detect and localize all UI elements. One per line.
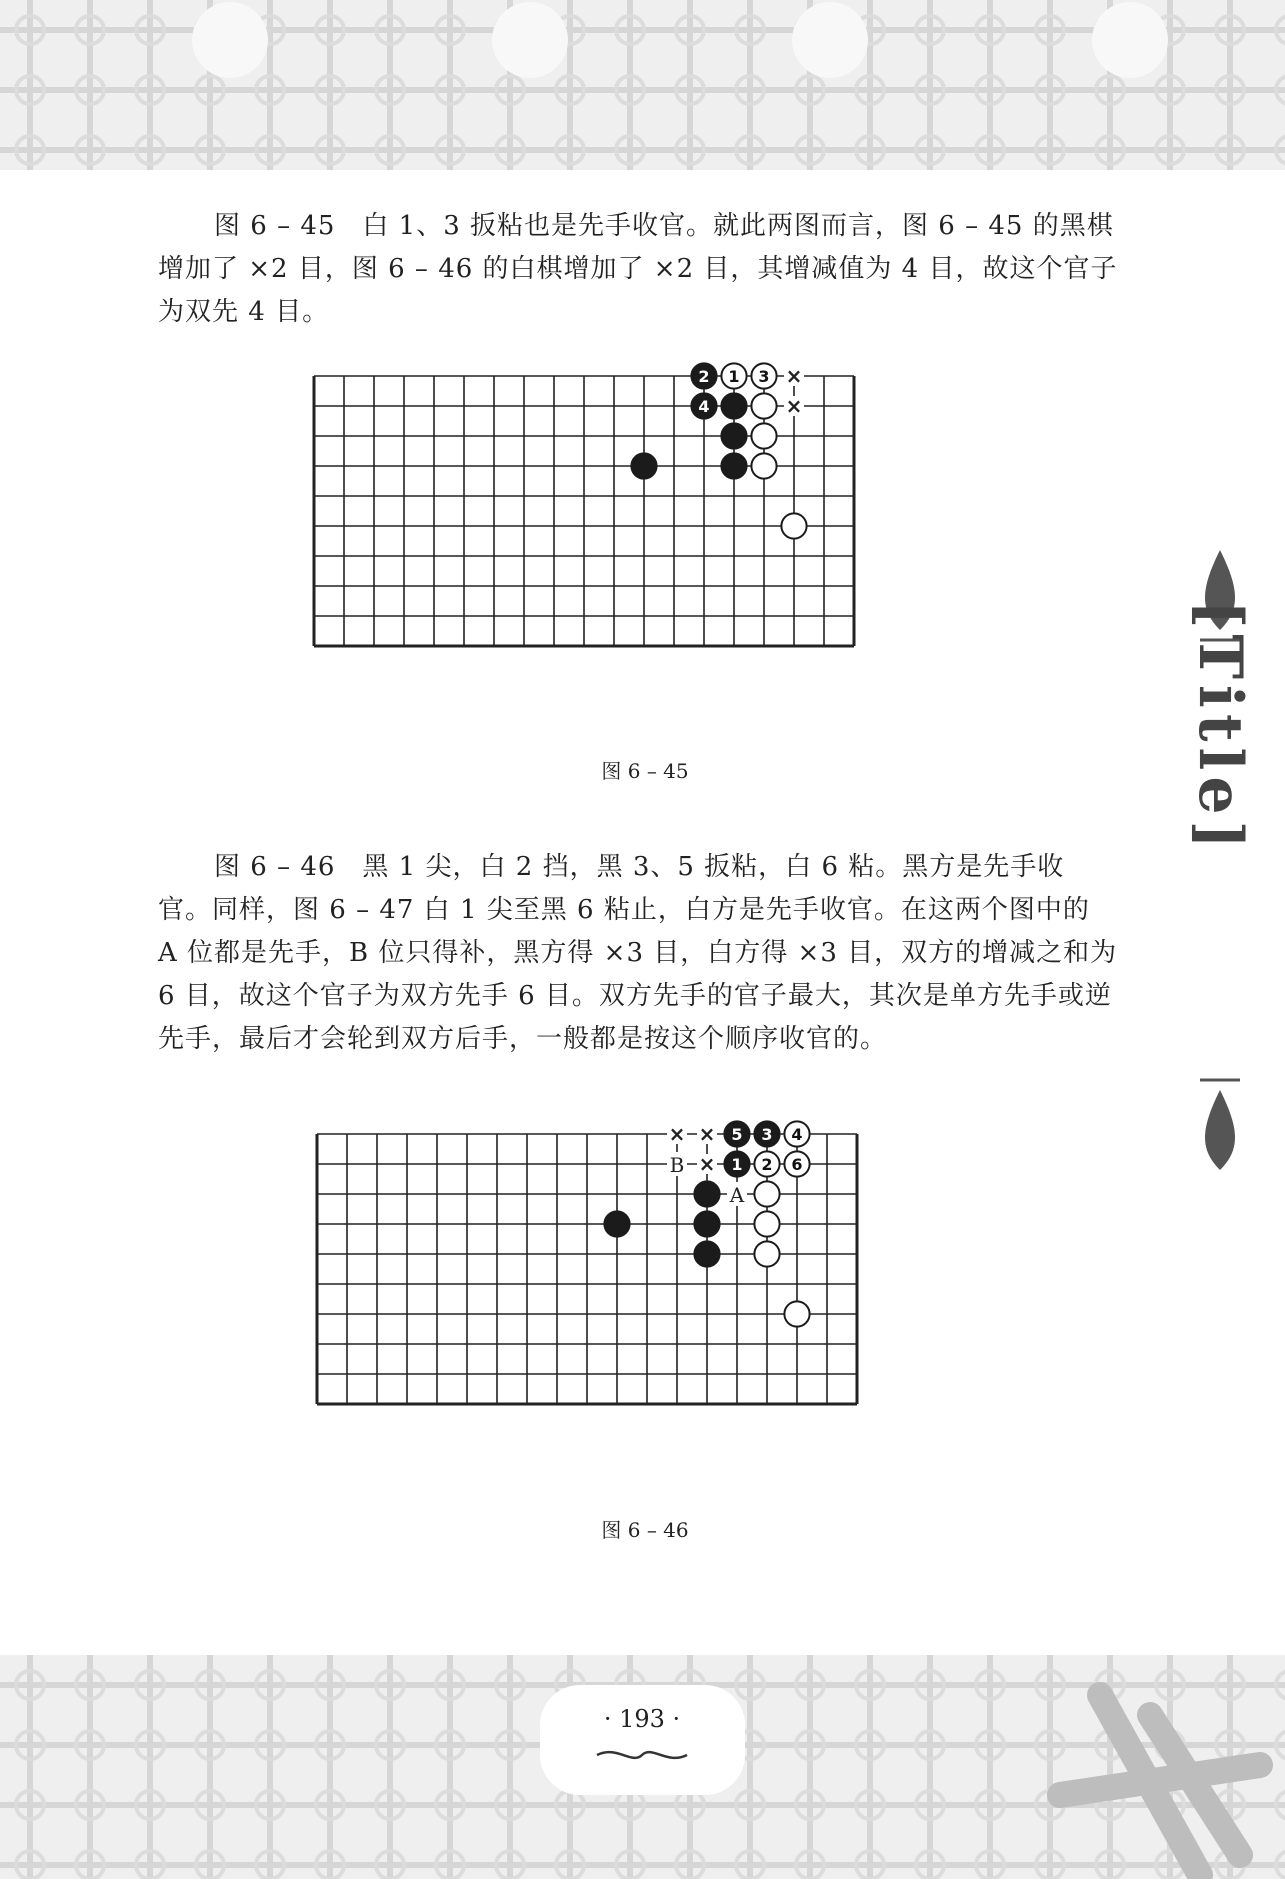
go-board (300, 362, 868, 660)
figure-caption-6-45: 图 6 – 45 (601, 759, 689, 783)
white-stone (754, 1211, 779, 1236)
footer-ornament-band (0, 1655, 1285, 1879)
stone-label: 3 (758, 367, 770, 386)
black-stone (604, 1211, 629, 1236)
white-stone (751, 393, 776, 418)
stone-label: 4 (698, 397, 710, 416)
x-mark: × (668, 1122, 686, 1146)
go-diagram-6-45 (300, 362, 868, 664)
stone-label: 4 (791, 1125, 803, 1144)
x-mark: × (785, 394, 803, 418)
black-stone (694, 1181, 719, 1206)
white-stone (784, 1301, 809, 1326)
header-ornament-band (0, 0, 1285, 170)
lattice-pattern-bottom (0, 1655, 1285, 1879)
x-mark: × (698, 1152, 716, 1176)
letter-mark: A (729, 1183, 745, 1207)
go-board (303, 1120, 871, 1418)
paragraph-2-text: 图 6 – 46 黑 1 尖，白 2 挡，黑 3、5 扳粘，白 6 粘。黑方是先手收官。同样，图 6 – 47 白 1 尖至黑 6 粘止，白方是先手收官。在这两个图中的 A 位都是先手，B 位只得补，黑方得 ×3 目，白方得 ×3 目，双方的增减之和为 6 目，故这个官子为双方先手 6 目。双方先手的官子最大，其次是单方先手或逆先手，最后才会轮到双方后手，一般都是按这个顺序收官的。 (158, 852, 1118, 1054)
stone-label: 2 (698, 367, 710, 386)
white-stone (751, 423, 776, 448)
stone-label: 1 (728, 367, 740, 386)
white-stone (751, 453, 776, 478)
black-stone (721, 423, 746, 448)
black-stone (694, 1211, 719, 1236)
black-stone (694, 1241, 719, 1266)
black-stone (721, 453, 746, 478)
white-stone (754, 1241, 779, 1266)
black-stone (631, 453, 656, 478)
figure-caption-6-46: 图 6 – 46 (601, 1518, 689, 1542)
paragraph-1 (158, 205, 1118, 334)
stone-label: 1 (731, 1155, 743, 1174)
footer-flourish-icon (592, 1745, 692, 1765)
white-stone (754, 1181, 779, 1206)
letter-mark: B (669, 1153, 685, 1177)
page-number: · 193 · (603, 1705, 681, 1733)
paragraph-2 (158, 846, 1118, 1061)
stone-label: 3 (761, 1125, 773, 1144)
stone-label: 6 (791, 1155, 803, 1174)
stone-label: 5 (731, 1125, 743, 1144)
x-mark: × (785, 364, 803, 388)
white-stone (781, 513, 806, 538)
black-stone (721, 393, 746, 418)
paragraph-1-text: 图 6 – 45 白 1、3 扳粘也是先手收官。就此两图而言，图 6 – 45 的黑棋增加了 ×2 目，图 6 – 46 的白棋增加了 ×2 目，其增减值为 4 目，故这个官子为双先 4 目。 (158, 211, 1118, 327)
side-book-title: [Title] (1185, 600, 1255, 855)
lattice-pattern-top (0, 0, 1285, 170)
stone-label: 2 (761, 1155, 773, 1174)
x-mark: × (698, 1122, 716, 1146)
go-diagram-6-46 (303, 1120, 871, 1422)
